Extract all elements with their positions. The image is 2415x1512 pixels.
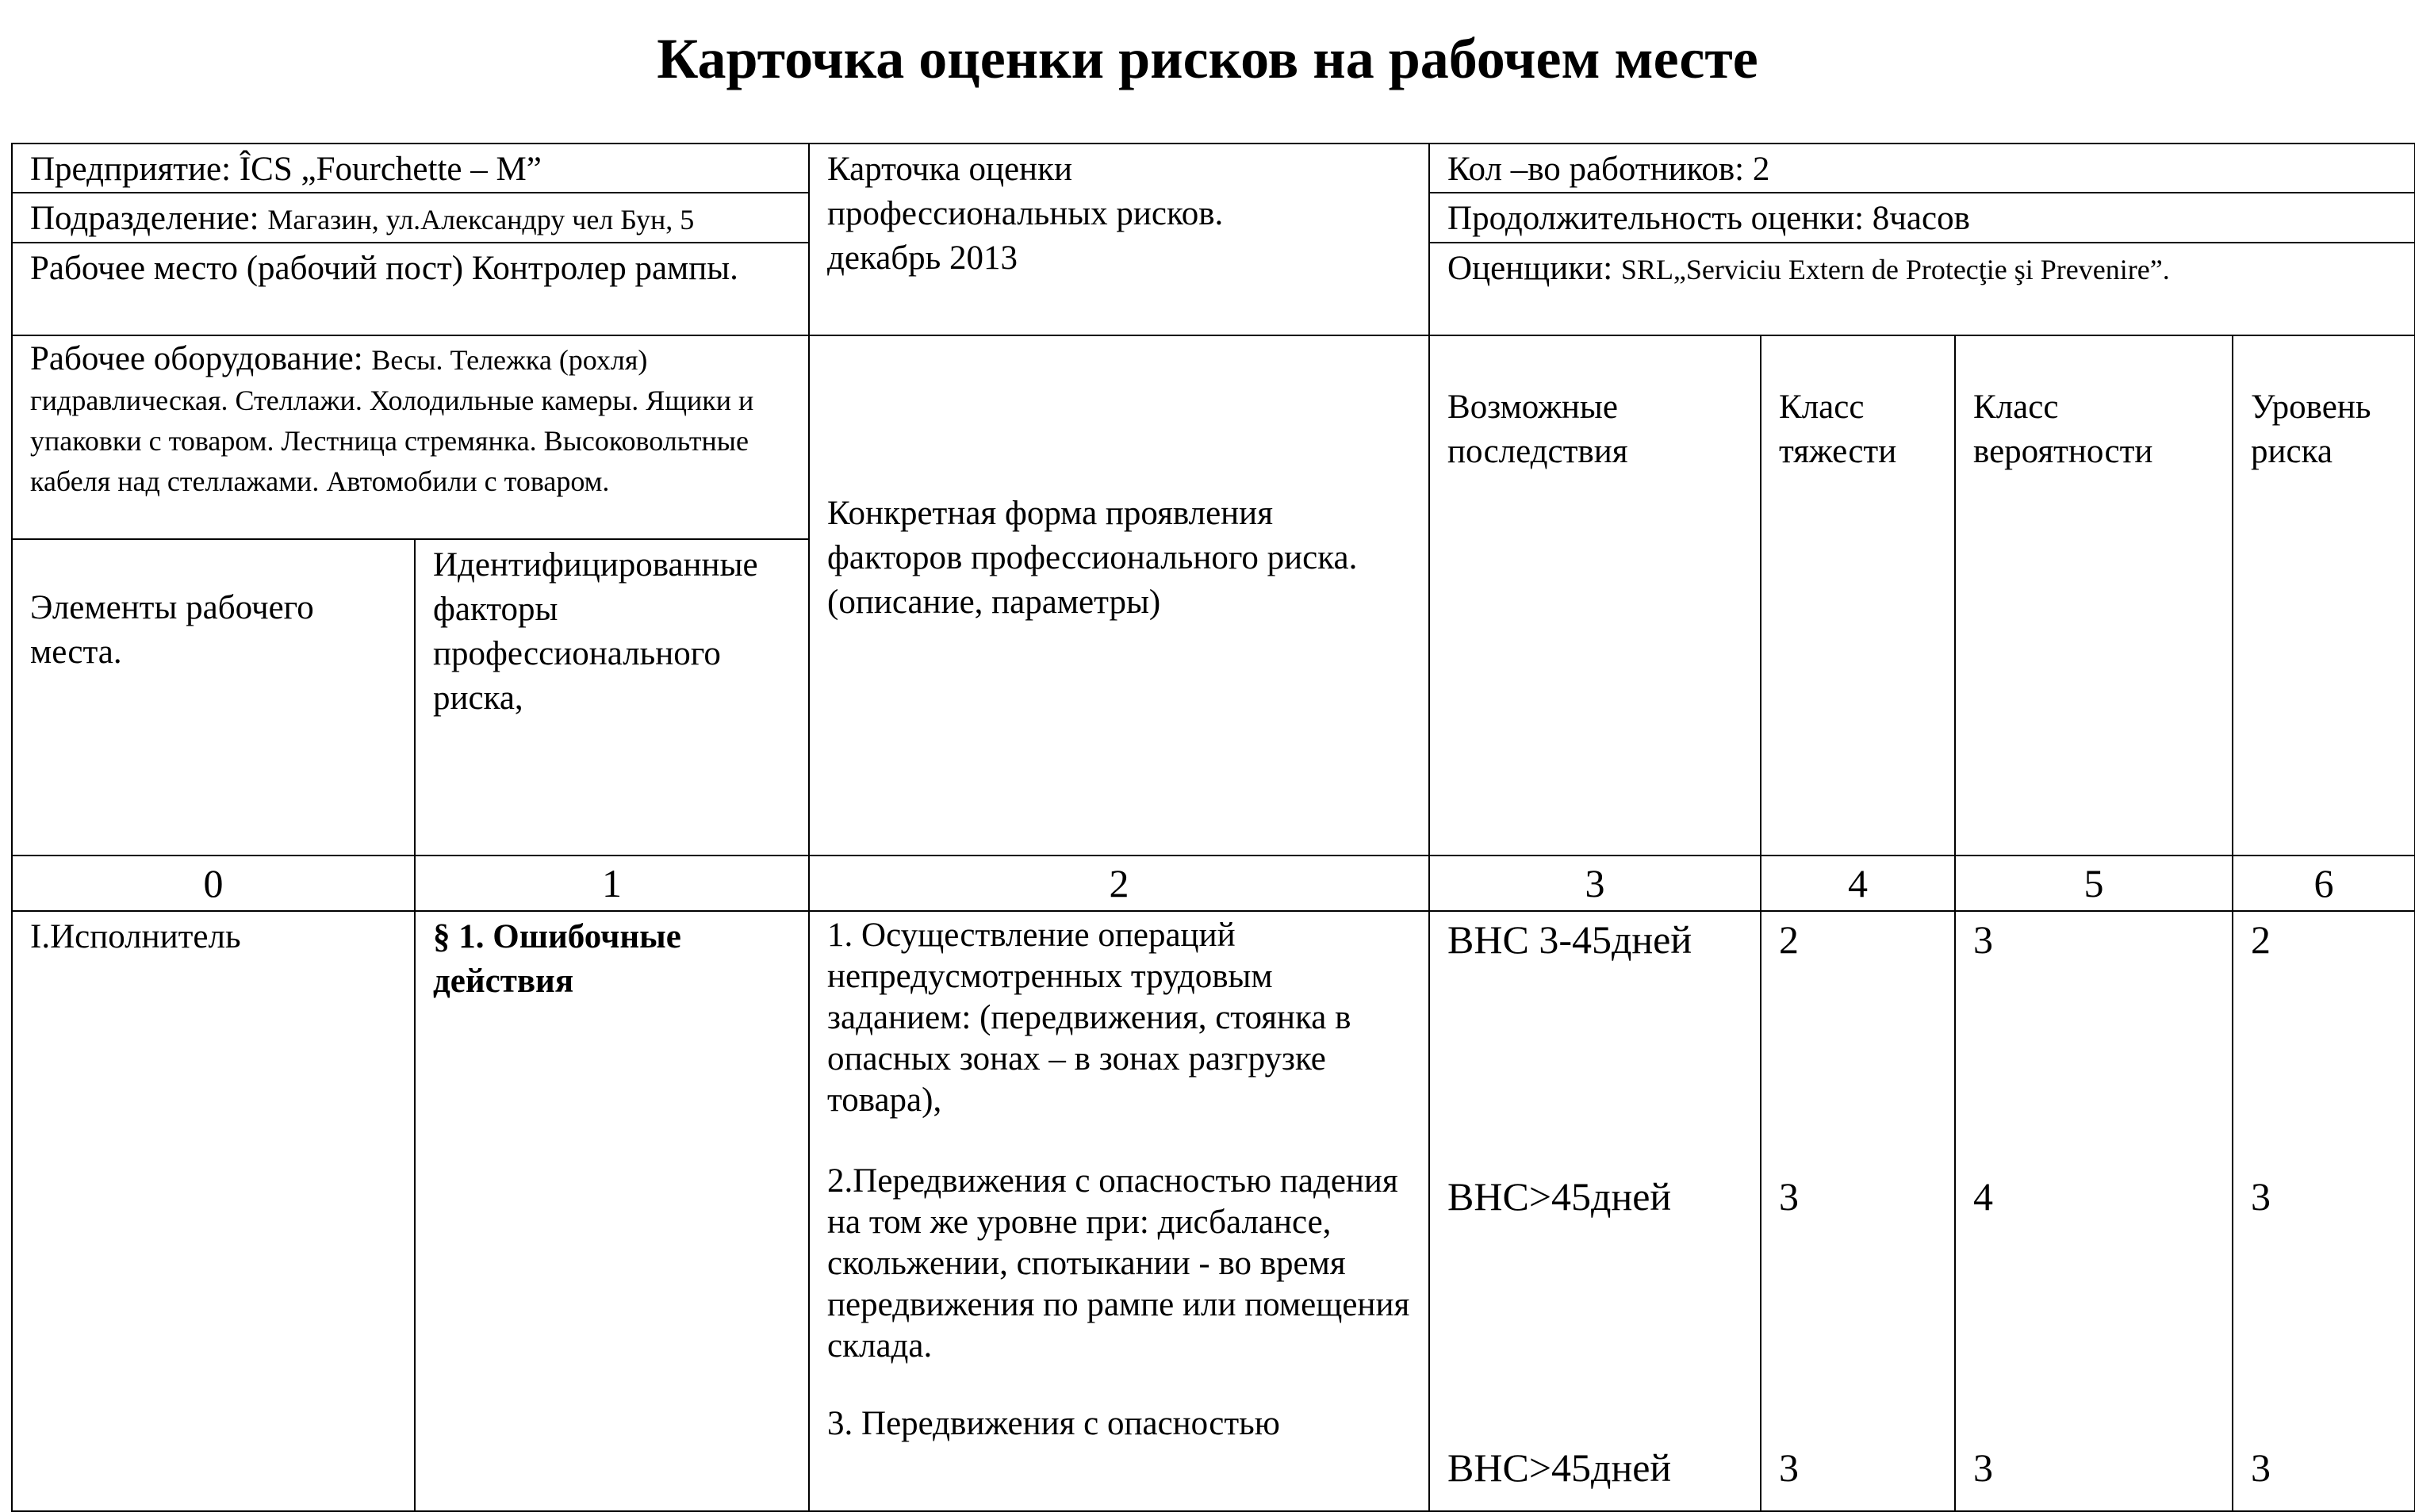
card-description-cell [809, 144, 1429, 335]
equipment-value: Весы. Тележка (рохля) гидравлическая. Стеллажи. Холодильные камеры. Ящики и упаковки с товаром. Лестница стремянка. Высоковольтные кабеля над стеллажами. Автомобили с товаром. [30, 344, 754, 497]
work-element: I.Исполнитель [12, 911, 415, 1511]
column-number-4: 4 [1761, 856, 1955, 911]
workers-count: Кол –во работников: 2 [1429, 144, 2415, 193]
card-line-1: Карточка оценки [827, 151, 1072, 188]
table-row [12, 911, 2415, 1511]
column-header-6: Уровень риска [2233, 335, 2415, 856]
column-number-3: 3 [1429, 856, 1761, 911]
severity-1: 2 [1779, 917, 1800, 962]
enterprise-value: ÎCS „Fourchette – M” [239, 151, 542, 188]
header-row-1 [12, 144, 2415, 193]
column-number-6: 6 [2233, 856, 2415, 911]
column-header-3: Возможные последствия [1429, 335, 1761, 856]
workplace-cell [12, 243, 809, 335]
column-number-5: 5 [1955, 856, 2233, 911]
severity-cell [1761, 911, 1955, 1511]
risk-description-cell [809, 911, 1429, 1511]
evaluators-value: SRL„Serviciu Extern de Protecţie şi Prevenire”. [1620, 254, 2170, 285]
risk-description-3: 3. Передвижения с опасностью [827, 1405, 1280, 1442]
risk-level-cell [2233, 911, 2415, 1511]
workplace-label: Рабочее место (рабочий пост) [30, 250, 464, 287]
column-header-0: Элементы рабочего места. [12, 539, 415, 856]
column-number-row [12, 856, 2415, 911]
consequence-3: ВНС>45дней [1447, 1445, 1672, 1490]
equipment-cell [12, 335, 809, 539]
evaluators-label: Оценщики: [1447, 250, 1613, 287]
probability-cell [1955, 911, 2233, 1511]
risk-level-1: 2 [2251, 917, 2271, 962]
column-number-1: 1 [415, 856, 809, 911]
severity-2: 3 [1779, 1174, 1800, 1219]
enterprise-cell [12, 144, 809, 193]
column-number-2: 2 [809, 856, 1429, 911]
enterprise-label: Предприятие: [30, 151, 232, 188]
evaluation-duration: Продолжительность оценки: 8часов [1429, 193, 2415, 243]
column-header-1: Идентифицированные факторы профессионального риска, [415, 539, 809, 856]
risk-factor: § 1. Ошибочные действия [415, 911, 809, 1511]
probability-3: 3 [1973, 1445, 1994, 1490]
equipment-label: Рабочее оборудование: [30, 340, 363, 377]
severity-3: 3 [1779, 1445, 1800, 1490]
column-header-5: Класс вероятности [1955, 335, 2233, 856]
risk-description-2: 2.Передвижения с опасностью падения на том же уровне при: дисбалансе, скольжении, спотыкании - во время передвижения по рампе или помещения склада. [827, 1162, 1410, 1365]
workplace-value: Контролер рампы. [471, 250, 738, 287]
risk-assessment-table [11, 143, 2415, 1512]
page-title: Карточка оценки рисков на рабочем месте [657, 27, 1758, 90]
consequence-cell [1429, 911, 1761, 1511]
probability-1: 3 [1973, 917, 1994, 962]
department-label: Подразделение: [30, 200, 259, 237]
column-header-4: Класс тяжести [1761, 335, 1955, 856]
risk-level-3: 3 [2251, 1445, 2271, 1490]
column-header-2: Конкретная форма проявления факторов профессионального риска. (описание, параметры) [809, 335, 1429, 856]
evaluators-cell [1429, 243, 2415, 335]
department-cell [12, 193, 809, 243]
card-date: декабрь 2013 [827, 239, 1018, 277]
consequence-1: ВНС 3-45дней [1447, 917, 1692, 962]
card-line-2: профессиональных рисков. [827, 195, 1224, 232]
header-row-4 [12, 335, 2415, 539]
risk-description-1: 1. Осуществление операций непредусмотренных трудовым заданием: (передвижения, стоянка в опасных зонах – в зонах разгрузке товара), [827, 917, 1351, 1119]
department-value: Магазин, ул.Александру чел Бун, 5 [267, 204, 695, 235]
probability-2: 4 [1973, 1174, 1994, 1219]
consequence-2: ВНС>45дней [1447, 1174, 1672, 1219]
risk-level-2: 3 [2251, 1174, 2271, 1219]
column-number-0: 0 [12, 856, 415, 911]
